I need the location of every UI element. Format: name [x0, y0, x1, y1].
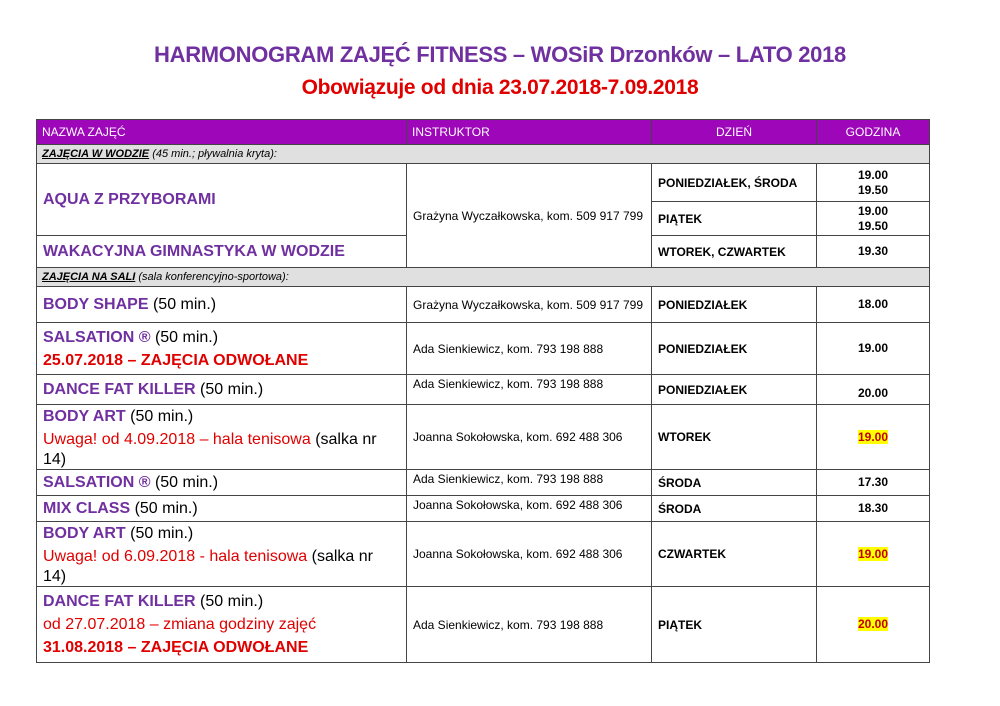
day-cell: WTOREK, CZWARTEK — [652, 236, 817, 268]
column-header-instructor: INSTRUKTOR — [407, 120, 652, 145]
section-row-hall — [37, 268, 930, 287]
day-cell: WTOREK — [652, 405, 817, 470]
class-name-cell: SALSATION ® (50 min.) — [37, 470, 407, 496]
table-row — [37, 323, 930, 375]
table-row — [37, 375, 930, 405]
day-cell: ŚRODA — [652, 496, 817, 522]
column-header-name: NAZWA ZAJĘĆ — [37, 120, 407, 145]
instructor-cell: Ada Sienkiewicz, kom. 793 198 888 — [407, 323, 652, 375]
class-name-cell: AQUA Z PRZYBORAMI — [37, 164, 407, 236]
day-cell: ŚRODA — [652, 470, 817, 496]
table-row — [37, 164, 930, 202]
instructor-cell: Grażyna Wyczałkowska, kom. 509 917 799 — [407, 287, 652, 323]
time-cell — [817, 405, 930, 470]
class-name-cell: SALSATION ® (50 min.) 25.07.2018 – ZAJĘCIA ODWOŁANE — [37, 323, 407, 375]
column-header-day: DZIEŃ — [652, 120, 817, 145]
class-name-cell: WAKACYJNA GIMNASTYKA W WODZIE — [37, 236, 407, 268]
section-row-water — [37, 145, 930, 164]
table-row — [37, 470, 930, 496]
instructor-cell: Ada Sienkiewicz, kom. 793 198 888 — [407, 375, 652, 405]
day-cell: PONIEDZIAŁEK — [652, 287, 817, 323]
class-name-cell: MIX CLASS (50 min.) — [37, 496, 407, 522]
time-cell: 17.30 — [817, 470, 930, 496]
highlighted-time: 19.00 — [857, 429, 889, 444]
time-cell: 19.30 — [817, 236, 930, 268]
time-cell: 19.00 — [817, 323, 930, 375]
day-cell: PIĄTEK — [652, 587, 817, 663]
day-cell: PONIEDZIAŁEK — [652, 375, 817, 405]
class-name-cell: DANCE FAT KILLER (50 min.) — [37, 375, 407, 405]
class-name-cell: BODY ART (50 min.) Uwaga! od 4.09.2018 – hala tenisowa (salka nr 14) — [37, 405, 407, 470]
instructor-cell: Ada Sienkiewicz, kom. 793 198 888 — [407, 587, 652, 663]
table-row — [37, 587, 930, 663]
table-row — [37, 496, 930, 522]
day-cell: PIĄTEK — [652, 202, 817, 236]
schedule-table — [36, 119, 930, 663]
day-cell: PONIEDZIAŁEK, ŚRODA — [652, 164, 817, 202]
time-cell: 20.00 — [817, 375, 930, 405]
day-cell: PONIEDZIAŁEK — [652, 323, 817, 375]
table-row — [37, 405, 930, 470]
instructor-cell: Ada Sienkiewicz, kom. 793 198 888 — [407, 470, 652, 496]
instructor-cell: Grażyna Wyczałkowska, kom. 509 917 799 — [407, 164, 652, 268]
day-cell: CZWARTEK — [652, 522, 817, 587]
class-name-cell: DANCE FAT KILLER (50 min.) od 27.07.2018 – zmiana godziny zajęć 31.08.2018 – ZAJĘCIA ODWOŁANE — [37, 587, 407, 663]
time-cell — [817, 587, 930, 663]
class-name-cell: BODY ART (50 min.) Uwaga! od 6.09.2018 - hala tenisowa (salka nr 14) — [37, 522, 407, 587]
highlighted-time: 20.00 — [857, 617, 889, 631]
column-header-time: GODZINA — [817, 120, 930, 145]
highlighted-time: 19.00 — [857, 546, 889, 561]
page-title: HARMONOGRAM ZAJĘĆ FITNESS – WOSiR Drzonków – LATO 2018 — [154, 42, 846, 67]
class-name-cell: BODY SHAPE (50 min.) — [37, 287, 407, 323]
time-cell: 18.00 — [817, 287, 930, 323]
instructor-cell: Joanna Sokołowska, kom. 692 488 306 — [407, 522, 652, 587]
instructor-cell: Joanna Sokołowska, kom. 692 488 306 — [407, 496, 652, 522]
table-row — [37, 522, 930, 587]
section-label-water: ZAJĘCIA W WODZIE (45 min.; pływalnia kryta): — [37, 145, 930, 164]
time-cell: 18.30 — [817, 496, 930, 522]
section-label-hall: ZAJĘCIA NA SALI (sala konferencyjno-sportowa): — [37, 268, 930, 287]
table-row — [37, 287, 930, 323]
time-cell — [817, 522, 930, 587]
time-cell: 19.00 19.50 — [817, 164, 930, 202]
table-header — [37, 120, 930, 145]
instructor-cell: Joanna Sokołowska, kom. 692 488 306 — [407, 405, 652, 470]
page-subtitle: Obowiązuje od dnia 23.07.2018-7.09.2018 — [301, 76, 699, 99]
time-cell: 19.00 19.50 — [817, 202, 930, 236]
